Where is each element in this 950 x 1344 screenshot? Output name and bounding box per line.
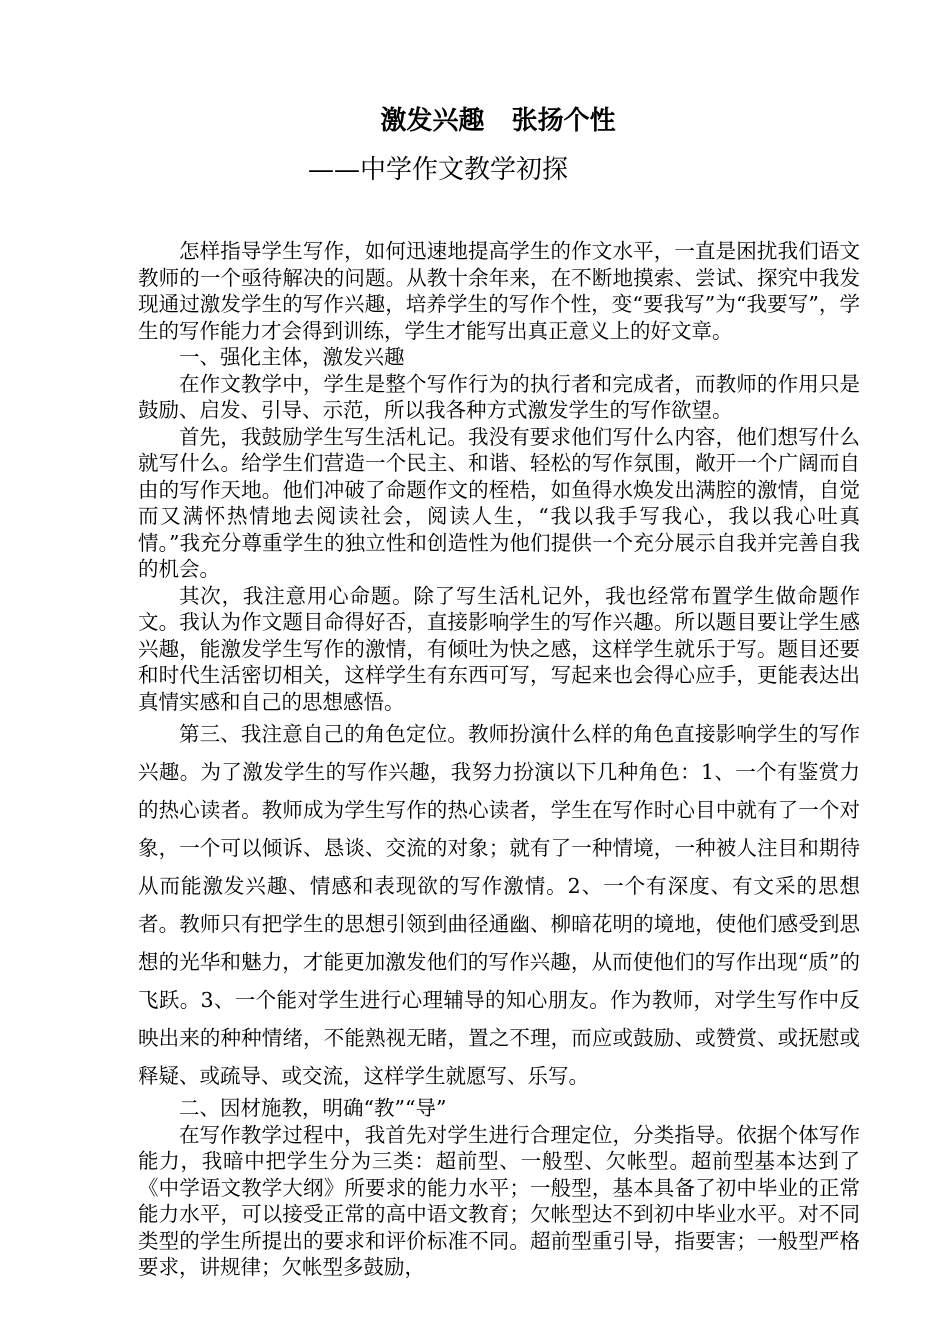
section-heading-1: 一、强化主体，激发兴趣 xyxy=(179,345,405,369)
paragraph-intro: 怎样指导学生写作，如何迅速地提高学生的作文水平，一直是困扰我们语文教师的一个亟待解决的问题。从教十余年来，在不断地摸索、尝试、探究中我发现通过激发学生的写作兴趣，培养学生的写作个性，变“要我写”为“我要写”，学生的写作能力才会得到训练，学生才能写出真正意义上的好文章。 xyxy=(138,239,860,343)
document-body xyxy=(138,238,860,1281)
paragraph-classification: 在写作教学过程中，我首先对学生进行合理定位，分类指导。依据个体写作能力，我暗中把学生分为三类：超前型、一般型、欠帐型。超前型基本达到了《中学语文教学大纲》所要求的能力水平；一般型，基本具备了初中毕业的正常能力水平，可以接受正常的高中语文教育；欠帐型达不到初中毕业水平。对不同类型的学生所提出的要求和评价标准不同。超前型重引导，指要害；一般型严格要求，讲规律；欠帐型多鼓励， xyxy=(138,1122,860,1279)
paragraph-first-notes: 首先，我鼓励学生写生活札记。我没有要求他们写什么内容，他们想写什么就写什么。给学生们营造一个民主、和谐、轻松的写作氛围，敞开一个广阔而自由的写作天地。他们冲破了命题作文的桎梏，如鱼得水焕发出满腔的激情，自觉而又满怀热情地去阅读社会，阅读人生，“我以我手写我心，我以我心吐真情。”我充分尊重学生的独立性和创造性为他们提供一个充分展示自我并完善自我的机会。 xyxy=(138,424,860,581)
paragraph-third-roles: 第三、我注意自己的角色定位。教师扮演什么样的角色直接影响学生的写作兴趣。为了激发学生的写作兴趣，我努力扮演以下几种角色：1、一个有鉴赏力的热心读者。教师成为学生写作的热心读者，学生在写作时心目中就有了一个对象，一个可以倾诉、恳谈、交流的对象；就有了一种情境，一种被人注目和期待从而能激发兴趣、情感和表现欲的写作激情。2、一个有深度、有文采的思想者。教师只有把学生的思想引领到曲径通幽、柳暗花明的境地，使他们感受到思想的光华和魅力，才能更加激发他们的写作兴趣，从而使他们的写作出现“质”的飞跃。3、一个能对学生进行心理辅导的知心朋友。作为教师，对学生写作中反映出来的种种情绪，不能熟视无睹，置之不理，而应或鼓励、或赞赏、或抚慰或释疑、或疏导、或交流，这样学生就愿写、乐写。 xyxy=(138,722,860,1088)
document-title: 激发兴趣 张扬个性 xyxy=(380,106,616,136)
paragraph-second-topics: 其次，我注意用心命题。除了写生活札记外，我也经常布置学生做命题作文。我认为作文题目命得好否，直接影响学生的写作兴趣。所以题目要让学生感兴趣，能激发学生写作的激情，有倾吐为快之感，这样学生就乐于写。题目还要和时代生活密切相关，这样学生有东西可写，写起来也会得心应手，更能表达出真情实感和自己的思想感悟。 xyxy=(138,583,860,714)
paragraph-student-subject: 在作文教学中，学生是整个写作行为的执行者和完成者，而教师的作用只是鼓励、启发、引导、示范，所以我各种方式激发学生的写作欲望。 xyxy=(138,371,860,422)
document-subtitle: ——中学作文教学初探 xyxy=(308,155,569,185)
section-heading-2: 二、因材施教，明确“教”“导” xyxy=(179,1096,447,1120)
